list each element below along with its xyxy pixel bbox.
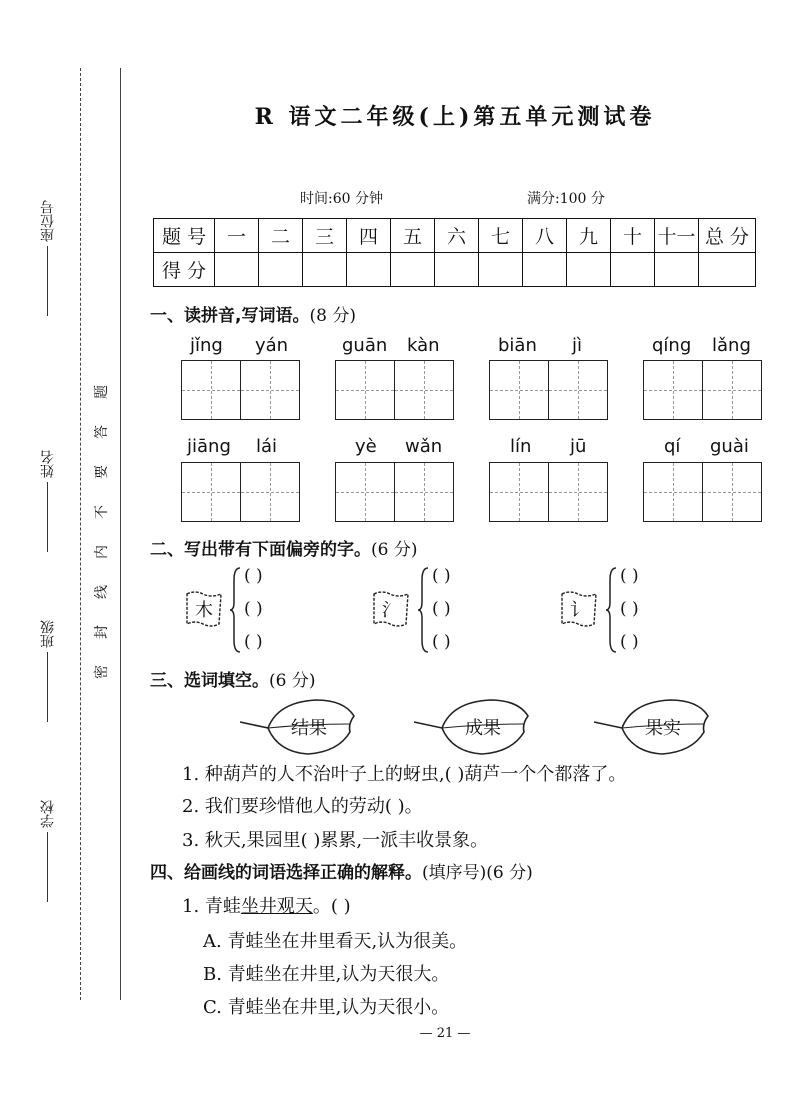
score-table-header-row: [154, 219, 756, 253]
fill-sentence: 2. 我们要珍惜他人的劳动( )。: [182, 796, 423, 817]
answer-blank[interactable]: ( ): [432, 566, 451, 586]
pinyin: kàn: [407, 335, 440, 356]
pinyin: jì: [572, 335, 583, 356]
writing-grid[interactable]: [489, 462, 608, 522]
score-table-score-row: [154, 253, 756, 287]
time-label: 时间:60 分钟: [300, 191, 383, 207]
score-cell[interactable]: [523, 253, 567, 287]
question-prefix: 1. 青蛙: [182, 896, 241, 917]
full-score-label: 满分:100 分: [527, 191, 605, 207]
score-header-cell: 三: [303, 219, 347, 253]
writing-grid[interactable]: [643, 360, 762, 420]
note-char: 题: [94, 385, 110, 399]
score-cell[interactable]: [611, 253, 655, 287]
writing-grid[interactable]: [181, 462, 300, 522]
radical-char: 讠: [570, 600, 588, 621]
note-char: 答: [94, 425, 110, 439]
pinyin: jǐng: [190, 335, 223, 356]
page-number: — 21 —: [419, 1026, 471, 1041]
pinyin: biān: [498, 335, 537, 356]
score-cell[interactable]: [567, 253, 611, 287]
radical-box: [370, 588, 412, 630]
pinyin: jiāng: [187, 436, 231, 457]
underlined-idiom: 坐井观天: [240, 896, 313, 917]
school-field: [38, 800, 58, 902]
pinyin: yè: [355, 436, 377, 457]
section3-heading: [150, 666, 315, 691]
score-header-cell: 一: [215, 219, 259, 253]
answer-blank[interactable]: ( ): [620, 599, 639, 619]
score-header-cell: 五: [391, 219, 435, 253]
score-header-cell: 总 分: [699, 219, 756, 253]
class-blank[interactable]: [48, 652, 49, 722]
score-cell[interactable]: [347, 253, 391, 287]
writing-grid[interactable]: [335, 462, 454, 522]
section1-points: (8 分): [309, 306, 356, 326]
question-1: [182, 892, 351, 918]
section4-points: (填序号)(6 分): [422, 863, 533, 883]
pinyin: yán: [255, 335, 289, 356]
note-char: 要: [94, 465, 110, 479]
score-cell[interactable]: [699, 253, 756, 287]
word-leaf: [238, 694, 356, 760]
option-a: A. 青蛙坐在井里看天,认为很美。: [203, 931, 468, 952]
writing-grid[interactable]: [643, 462, 762, 522]
score-cell[interactable]: [655, 253, 699, 287]
pinyin: lái: [256, 436, 278, 457]
option-c: C. 青蛙坐在井里,认为天很小。: [203, 997, 450, 1018]
class-field: [38, 620, 58, 722]
word-option: 成果: [465, 718, 501, 739]
binding-dashed-line: [80, 68, 81, 1000]
name-label: 姓名: [40, 450, 56, 478]
note-char: 内: [94, 545, 110, 559]
pinyin: lín: [510, 436, 532, 457]
pinyin: guān: [342, 335, 388, 356]
score-cell[interactable]: [259, 253, 303, 287]
answer-blank[interactable]: 。( ): [312, 896, 351, 917]
answer-blank[interactable]: ( ): [620, 566, 639, 586]
word-option: 结果: [291, 718, 327, 739]
brace-icon: [418, 566, 430, 657]
section4-title: 四、给画线的词语选择正确的解释。: [150, 863, 422, 883]
radical-char: 氵: [382, 600, 400, 621]
name-blank[interactable]: [48, 482, 49, 552]
page-title: R 语文二年级(上)第五单元测试卷: [254, 104, 656, 130]
pinyin: jū: [570, 436, 587, 457]
pinyin: qíng: [652, 335, 692, 356]
brace-icon: [606, 566, 618, 657]
answer-blank[interactable]: ( ): [244, 566, 263, 586]
score-cell[interactable]: [479, 253, 523, 287]
note-char: 封: [94, 625, 110, 639]
score-header-cell: 四: [347, 219, 391, 253]
score-header-cell: 六: [435, 219, 479, 253]
radical-box: [183, 588, 225, 630]
school-label: 学校: [40, 800, 56, 828]
score-header-cell: 题 号: [154, 219, 215, 253]
seat-blank[interactable]: [48, 246, 49, 316]
binding-note: [94, 372, 124, 692]
answer-blank[interactable]: ( ): [620, 632, 639, 652]
writing-grid[interactable]: [335, 360, 454, 420]
section1-title: 一、读拼音,写词语。: [150, 306, 310, 326]
score-cell[interactable]: [215, 253, 259, 287]
pinyin: guài: [710, 436, 749, 457]
section3-title: 三、选词填空。: [150, 671, 269, 691]
word-leaf: [592, 694, 710, 760]
score-table: [153, 218, 756, 287]
score-header-cell: 七: [479, 219, 523, 253]
section2-heading: [150, 535, 417, 560]
section2-points: (6 分): [371, 540, 418, 560]
note-char: 线: [94, 585, 110, 599]
school-blank[interactable]: [48, 832, 49, 902]
section4-heading: [150, 858, 533, 883]
pinyin: lǎng: [712, 335, 751, 356]
word-leaf: [412, 694, 530, 760]
pinyin: wǎn: [405, 436, 443, 457]
score-header-cell: 八: [523, 219, 567, 253]
section3-points: (6 分): [269, 671, 316, 691]
score-header-cell: 十: [611, 219, 655, 253]
note-char: 不: [94, 505, 110, 519]
section2-title: 二、写出带有下面偏旁的字。: [150, 540, 371, 560]
answer-blank[interactable]: ( ): [244, 632, 263, 652]
seat-label: 座位号: [40, 200, 56, 242]
pinyin: qí: [664, 436, 681, 457]
class-label: 班级: [40, 620, 56, 648]
fill-sentence: 3. 秋天,果园里( )累累,一派丰收景象。: [182, 830, 489, 851]
score-header-cell: 九: [567, 219, 611, 253]
answer-blank[interactable]: ( ): [244, 599, 263, 619]
writing-grid[interactable]: [489, 360, 608, 420]
section1-heading: [150, 301, 356, 326]
score-header-cell: 二: [259, 219, 303, 253]
score-cell[interactable]: [391, 253, 435, 287]
score-header-cell: 十一: [655, 219, 699, 253]
seat-field: [38, 200, 58, 316]
brace-icon: [230, 566, 242, 657]
word-option: 果实: [645, 718, 681, 739]
radical-box: [558, 588, 600, 630]
score-cell[interactable]: [435, 253, 479, 287]
answer-blank[interactable]: ( ): [432, 599, 451, 619]
fill-sentence: 1. 种葫芦的人不治叶子上的蚜虫,( )葫芦一个个都落了。: [182, 764, 627, 785]
note-char: 密: [94, 665, 110, 679]
writing-grid[interactable]: [181, 360, 300, 420]
score-cell[interactable]: [303, 253, 347, 287]
score-row-label: 得 分: [154, 253, 215, 287]
radical-char: 木: [195, 600, 213, 621]
option-b: B. 青蛙坐在井里,认为天很大。: [203, 964, 450, 985]
answer-blank[interactable]: ( ): [432, 632, 451, 652]
name-field: [38, 450, 58, 552]
